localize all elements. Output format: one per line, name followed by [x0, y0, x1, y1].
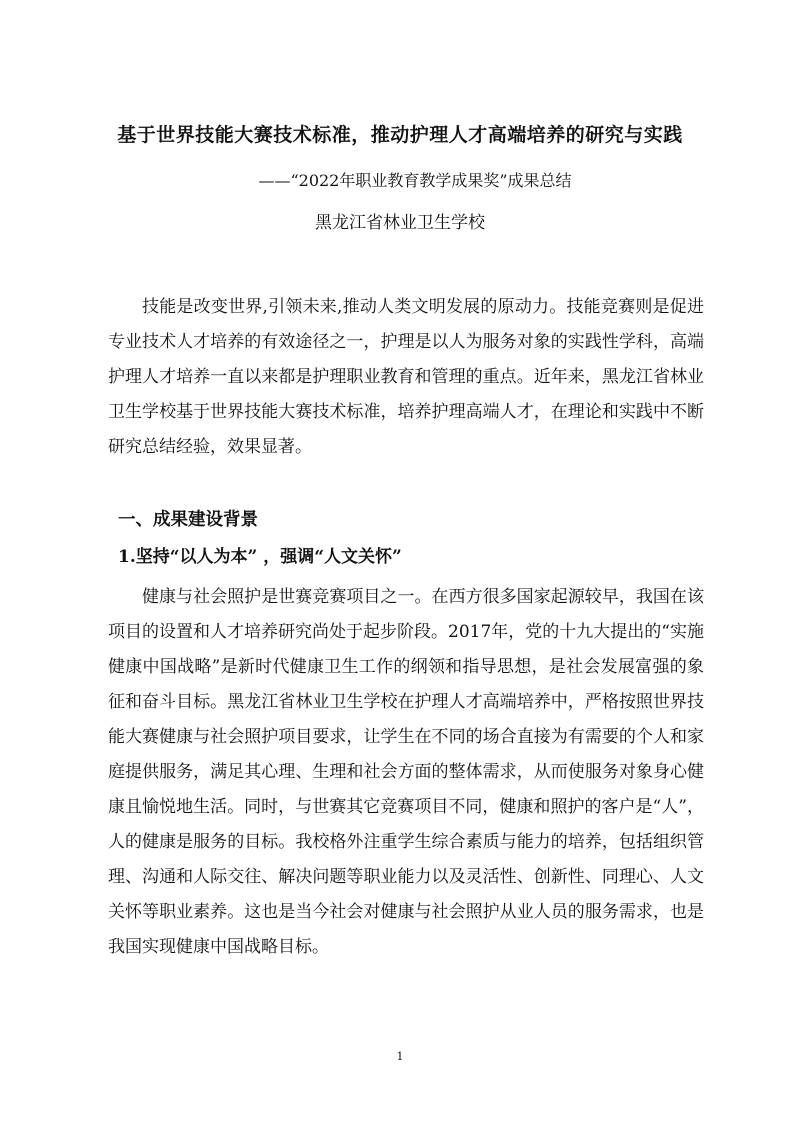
section-heading: 一、成果建设背景: [118, 510, 258, 530]
subsection-heading: 1.坚持“以人为本” ，强调“人文关怀”: [118, 547, 402, 567]
intro-paragraph: 技能是改变世界,引领未来,推动人类文明发展的原动力。技能竞赛则是促进专业技术人才培养的有效途径之一，护理是以人为服务对象的实践性学科，高端护理人才培养一直以来都是护理职业教育和管理的重点。近年来，黑龙江省林业卫生学校基于世界技能大赛技术标准，培养护理高端人才，在理论和实践中不断研究总结经验，效果显著。: [108, 297, 704, 457]
document-subtitle: ——“2022年职业教育教学成果奖”成果总结: [258, 171, 572, 190]
section-paragraph: 健康与社会照护是世赛竞赛项目之一。在西方很多国家起源较早，我国在该项目的设置和人才培养研究尚处于起步阶段。2017年，党的十九大提出的“实施健康中国战略”是新时代健康卫生工作的纲领和指导思想，是社会发展富强的象征和奋斗目标。黑龙江省林业卫生学校在护理人才高端培养中，严格按照世界技能大赛健康与社会照护项目要求，让学生在不同的场合直接为有需要的个人和家庭提供服务，满足其心理、生理和社会方面的整体需求，从而使服务对象身心健康且愉悦地生活。同时，与世赛其它竞赛项目不同，健康和照护的客户是“人”，人的健康是服务的目标。我校格外注重学生综合素质与能力的培养，包括组织管理、沟通和人际交往、解决问题等职业能力以及灵活性、创新性、同理心、人文关怀等职业素养。这也是当今社会对健康与社会照护从业人员的服务需求，也是我国实现健康中国战略目标。: [108, 587, 704, 957]
school-name: 黑龙江省林业卫生学校: [315, 213, 485, 233]
page-number: 1: [396, 1050, 404, 1063]
document-title: 基于世界技能大赛技术标准，推动护理人才高端培养的研究与实践: [117, 124, 683, 146]
